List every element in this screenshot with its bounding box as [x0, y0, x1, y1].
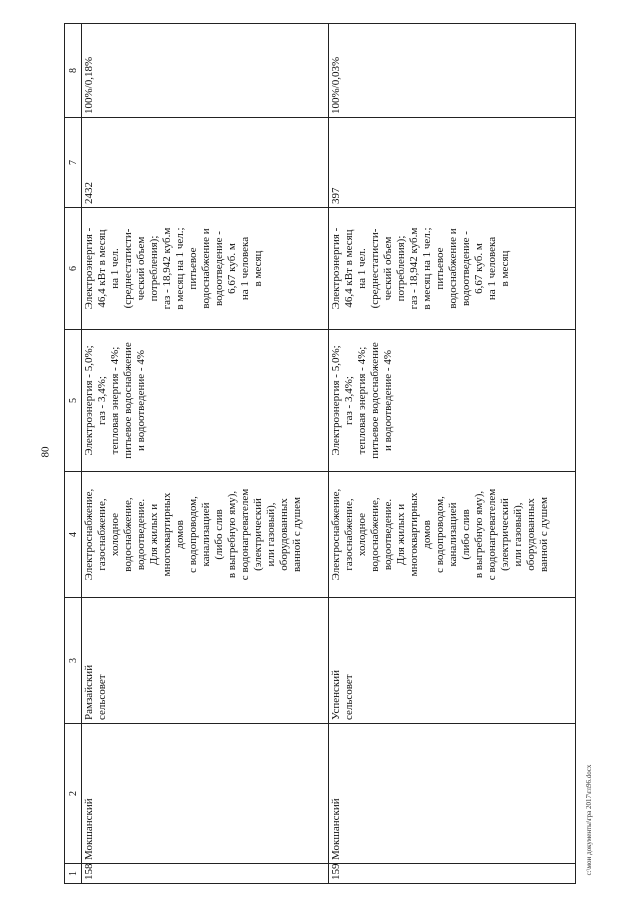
- header-cell: 3: [65, 598, 82, 724]
- table-container: [64, 24, 568, 884]
- population-cell: 2432: [82, 118, 329, 208]
- header-cell: 2: [65, 724, 82, 864]
- norms-cell: Электроэнергия - 46,4 кВт в месяц на 1 чел. (среднестатисти- ческий объем потребления); газ - 18,942 куб.м в месяц на 1 чел.; питьевое водоснабжение и водоотведение - 6,67 куб. м на 1 человека в месяц: [329, 208, 576, 330]
- share-cell: 100%/0,03%: [329, 24, 576, 118]
- council-cell: Рамзайский сельсовет: [82, 598, 329, 724]
- header-cell: 4: [65, 472, 82, 598]
- district-cell: Мокшанский: [329, 724, 576, 864]
- indices-cell: Электроэнергия - 5,0%; газ - 3,4%; тепловая энергия - 4%; питьевое водоснабжение и водоотведение - 4%: [329, 330, 576, 472]
- norms-cell: Электроэнергия - 46,4 кВт в месяц на 1 чел. (среднестатисти- ческий объем потребления); газ - 18,942 куб.м в месяц на 1 чел.; питьевое водоснабжение и водоотведение - 6,67 куб. м на 1 человека в месяц: [82, 208, 329, 330]
- header-cell: 5: [65, 330, 82, 472]
- header-cell: 8: [65, 24, 82, 118]
- header-cell: 6: [65, 208, 82, 330]
- header-row: [65, 24, 82, 884]
- header-cell: 1: [65, 864, 82, 884]
- table-row: [82, 24, 329, 884]
- share-cell: 100%/0,18%: [82, 24, 329, 118]
- population-cell: 397: [329, 118, 576, 208]
- district-cell: Мокшанский: [82, 724, 329, 864]
- row-number: 159: [329, 864, 576, 884]
- services-cell: Электроснабжение, газоснабжение, холодное водоснабжение, водоотведение. Для жилых и многоквартирных домов с водопроводом, канализацией (либо слив в выгребную яму), с водонагревателем (электрический или газовый), оборудованных ванной с душем: [329, 472, 576, 598]
- indices-cell: Электроэнергия - 5,0%; газ - 3,4%; тепловая энергия - 4%; питьевое водоснабжение и водоотведение - 4%: [82, 330, 329, 472]
- table-row: [329, 24, 576, 884]
- services-cell: Электроснабжение, газоснабжение, холодное водоснабжение, водоотведение. Для жилых и многоквартирных домов с водопроводом, канализацией (либо слив в выгребную яму), с водонагревателем (электрический или газовый), оборудованных ванной с душем: [82, 472, 329, 598]
- file-path-footer: c:\мои документы\гра 2017\гл96.docx: [585, 764, 593, 876]
- page-number: 80: [39, 446, 52, 458]
- header-cell: 7: [65, 118, 82, 208]
- row-number: 158: [82, 864, 329, 884]
- tariff-table: [64, 23, 576, 884]
- council-cell: Успенский сельсовет: [329, 598, 576, 724]
